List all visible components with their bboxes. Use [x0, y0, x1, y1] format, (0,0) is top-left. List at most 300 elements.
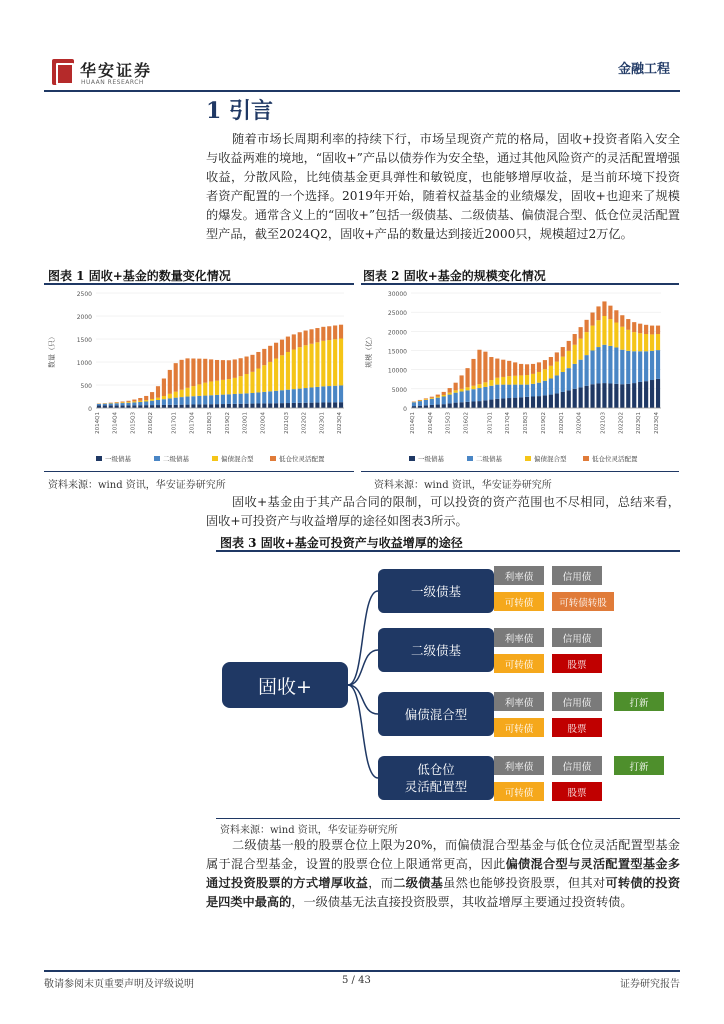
- bar-segment: [448, 388, 452, 393]
- bar-segment: [454, 383, 458, 391]
- bar-segment: [424, 398, 428, 399]
- bar-segment: [221, 404, 225, 408]
- bar-segment: [483, 382, 487, 387]
- bar-segment: [495, 399, 499, 408]
- bar-segment: [292, 389, 296, 403]
- bar-segment: [280, 390, 284, 403]
- bar-segment: [239, 394, 243, 404]
- bar-segment: [180, 360, 184, 390]
- x-tick-label: 2020Q1: [558, 412, 565, 434]
- bar-segment: [614, 310, 618, 322]
- y-axis-label: 数量（只）: [48, 333, 56, 368]
- bar-segment: [442, 404, 446, 408]
- bar-segment: [513, 362, 517, 375]
- legend-swatch: [96, 456, 102, 461]
- bar-segment: [156, 405, 160, 408]
- bar-segment: [174, 363, 178, 392]
- bar-segment: [489, 400, 493, 408]
- bar-segment: [436, 397, 440, 398]
- bar-segment: [239, 404, 243, 408]
- bar-segment: [543, 381, 547, 396]
- bar-segment: [620, 315, 624, 327]
- bar-segment: [333, 386, 337, 403]
- bar-segment: [227, 360, 231, 379]
- legend-label: 二级债基: [163, 455, 189, 463]
- bar-segment: [465, 390, 469, 402]
- bar-segment: [126, 405, 130, 408]
- bar-segment: [227, 379, 231, 394]
- bar-segment: [483, 400, 487, 408]
- bar-segment: [185, 388, 189, 397]
- bar-segment: [579, 339, 583, 360]
- bar-segment: [638, 351, 642, 382]
- bar-segment: [138, 402, 142, 405]
- bar-segment: [626, 384, 630, 408]
- bar-segment: [555, 352, 559, 361]
- bar-segment: [162, 399, 166, 405]
- bar-segment: [585, 355, 589, 386]
- bar-segment: [150, 392, 154, 399]
- bar-segment: [327, 386, 331, 402]
- bar-segment: [239, 358, 243, 376]
- bar-segment: [418, 401, 422, 402]
- bar-segment: [537, 362, 541, 372]
- bar-segment: [138, 401, 142, 402]
- bar-segment: [585, 386, 589, 408]
- bar-segment: [327, 340, 331, 386]
- bar-segment: [138, 398, 142, 401]
- bar-segment: [262, 392, 266, 404]
- bar-segment: [501, 385, 505, 399]
- bar-segment: [209, 381, 213, 395]
- tag-convertible-bond: 可转债: [494, 654, 544, 673]
- bar-segment: [309, 344, 313, 388]
- legend-swatch: [154, 456, 160, 461]
- bar-segment: [471, 401, 475, 408]
- bar-segment: [519, 364, 523, 376]
- bar-segment: [465, 387, 469, 390]
- bar-segment: [280, 403, 284, 408]
- bar-segment: [507, 398, 511, 408]
- figure3-bottom-rule: [216, 818, 680, 819]
- tag-stock: 股票: [552, 718, 602, 737]
- bar-segment: [531, 364, 535, 374]
- bar-segment: [460, 389, 464, 392]
- bar-segment: [602, 345, 606, 383]
- bar-segment: [233, 378, 237, 394]
- bar-segment: [632, 332, 636, 351]
- bar-segment: [321, 327, 325, 341]
- bar-segment: [531, 397, 535, 409]
- tag-convertible-bond: 可转债: [494, 718, 544, 737]
- bar-segment: [573, 334, 577, 345]
- bar-segment: [162, 405, 166, 408]
- bar-segment: [227, 404, 231, 408]
- figure1-bottom-rule: [44, 471, 354, 472]
- bar-segment: [256, 369, 260, 393]
- bar-segment: [132, 400, 136, 402]
- x-tick-label: 2014Q1: [94, 412, 101, 434]
- bar-segment: [292, 350, 296, 390]
- legend-swatch: [409, 456, 415, 461]
- bar-segment: [203, 404, 207, 408]
- bar-segment: [650, 351, 654, 380]
- bar-segment: [489, 386, 493, 400]
- bar-segment: [537, 396, 541, 408]
- bar-segment: [531, 384, 535, 397]
- x-tick-label: 2022Q2: [301, 412, 308, 434]
- bar-segment: [256, 403, 260, 408]
- legend-label: 偏债混合型: [534, 455, 567, 463]
- x-tick-label: 2015Q3: [130, 412, 137, 434]
- y-tick-label: 30000: [387, 291, 407, 298]
- bar-segment: [489, 357, 493, 380]
- category-node-2: 二级债基: [378, 628, 494, 672]
- bar-segment: [268, 362, 272, 391]
- bar-segment: [150, 401, 154, 405]
- p3-bold-3: 可转债的投资是四类中最高的: [206, 876, 681, 909]
- tag-ipo-subscription: 打新: [614, 756, 664, 775]
- x-tick-label: 2014Q4: [112, 412, 119, 434]
- bar-segment: [525, 385, 529, 397]
- bar-segment: [644, 334, 648, 351]
- tag-stock: 股票: [552, 782, 602, 801]
- x-tick-label: 2018Q3: [207, 412, 214, 434]
- bar-segment: [245, 404, 249, 408]
- bar-segment: [156, 400, 160, 405]
- x-tick-label: 2017Q4: [189, 412, 196, 434]
- bar-segment: [579, 327, 583, 339]
- figure2-chart: [361, 285, 679, 470]
- bar-segment: [132, 405, 136, 408]
- bar-segment: [430, 405, 434, 408]
- bar-segment: [477, 350, 481, 385]
- legend-label: 一级债基: [105, 455, 131, 463]
- category-node-4-line1: 低仓位: [417, 762, 455, 777]
- x-tick-label: 2014Q4: [427, 412, 434, 434]
- bar-segment: [121, 403, 125, 405]
- bar-segment: [513, 385, 517, 398]
- bar-segment: [197, 396, 201, 405]
- bar-segment: [174, 392, 178, 398]
- bar-segment: [268, 403, 272, 408]
- bar-segment: [525, 375, 529, 385]
- y-tick-label: 0: [403, 406, 407, 413]
- bar-segment: [203, 359, 207, 383]
- y-tick-label: 15000: [387, 348, 407, 356]
- figure3-title: 图表 3 固收+基金可投资产与收益增厚的途径: [220, 536, 463, 550]
- bar-segment: [495, 359, 499, 378]
- bar-segment: [614, 323, 618, 348]
- bar-segment: [573, 345, 577, 364]
- x-tick-label: 2017Q1: [487, 412, 494, 434]
- bar-segment: [191, 396, 195, 404]
- legend-swatch: [270, 456, 276, 461]
- bar-segment: [495, 385, 499, 399]
- x-tick-label: 2016Q2: [463, 412, 470, 434]
- bar-segment: [418, 400, 422, 401]
- bar-segment: [620, 327, 624, 350]
- x-tick-label: 2023Q4: [337, 412, 344, 434]
- bar-segment: [215, 404, 219, 408]
- section-tag: 金融工程: [617, 62, 670, 77]
- bar-segment: [650, 334, 654, 350]
- bar-segment: [97, 405, 101, 408]
- category-node-1: 一级债基: [378, 569, 494, 613]
- tag-rate-bond: 利率债: [494, 566, 544, 585]
- bar-segment: [418, 401, 422, 406]
- x-tick-label: 2015Q3: [445, 412, 452, 434]
- bar-segment: [567, 390, 571, 408]
- bar-segment: [596, 347, 600, 383]
- bar-segment: [150, 399, 154, 401]
- x-tick-label: 2022Q2: [618, 412, 625, 434]
- bar-segment: [233, 394, 237, 404]
- p3-text-3: 虽然也能够投资股票，但其对: [443, 876, 606, 890]
- bar-segment: [144, 401, 148, 405]
- bar-segment: [304, 403, 308, 408]
- bar-segment: [292, 403, 296, 408]
- bar-segment: [309, 329, 313, 343]
- bar-segment: [339, 402, 343, 408]
- bar-segment: [549, 366, 553, 379]
- bar-segment: [585, 320, 589, 332]
- bar-segment: [121, 405, 125, 408]
- bar-segment: [150, 405, 154, 408]
- bar-segment: [298, 403, 302, 408]
- bar-segment: [203, 383, 207, 396]
- p3-text-4: ，一级债基无法直接投资股票，其收益增厚主要通过投资转债。: [291, 895, 633, 909]
- bar-segment: [436, 398, 440, 405]
- bar-segment: [286, 337, 290, 352]
- bar-segment: [656, 326, 660, 334]
- bar-segment: [174, 405, 178, 408]
- diagram-root-node: 固收+: [222, 662, 348, 708]
- bar-segment: [168, 394, 172, 399]
- bar-segment: [537, 372, 541, 383]
- bar-segment: [477, 384, 481, 388]
- bar-segment: [256, 352, 260, 369]
- bar-segment: [221, 380, 225, 395]
- bar-segment: [543, 369, 547, 381]
- bar-segment: [268, 391, 272, 403]
- bar-segment: [109, 405, 113, 408]
- paragraph-3: [206, 836, 680, 912]
- bar-segment: [650, 380, 654, 408]
- bar-segment: [519, 375, 523, 384]
- tag-credit-bond: 信用债: [552, 692, 602, 711]
- bar-segment: [567, 351, 571, 368]
- bar-segment: [632, 383, 636, 408]
- bar-segment: [144, 396, 148, 400]
- legend-swatch: [212, 456, 218, 461]
- bar-segment: [227, 394, 231, 404]
- bar-segment: [585, 332, 589, 355]
- bar-segment: [614, 384, 618, 408]
- bar-segment: [168, 405, 172, 408]
- bar-segment: [203, 396, 207, 405]
- bar-segment: [460, 402, 464, 408]
- legend-swatch: [583, 456, 589, 461]
- legend-label: 偏债混合型: [221, 455, 254, 463]
- bar-segment: [590, 326, 594, 351]
- legend-label: 低仓位灵活配置: [592, 455, 638, 463]
- bar-segment: [513, 398, 517, 408]
- tag-rate-bond: 利率债: [494, 692, 544, 711]
- bar-segment: [638, 324, 642, 334]
- legend-label: 低仓位灵活配置: [279, 455, 325, 463]
- bar-segment: [555, 393, 559, 408]
- figure2-source: 资料来源：wind 资讯，华安证券研究所: [374, 480, 552, 491]
- bar-segment: [448, 403, 452, 408]
- bar-segment: [321, 341, 325, 387]
- bar-segment: [292, 334, 296, 349]
- bar-segment: [549, 378, 553, 394]
- bar-segment: [121, 402, 125, 403]
- bar-segment: [537, 383, 541, 396]
- bar-segment: [477, 388, 481, 401]
- bar-segment: [321, 402, 325, 408]
- bar-segment: [209, 359, 213, 381]
- bar-segment: [315, 342, 319, 387]
- tag-credit-bond: 信用债: [552, 566, 602, 585]
- x-tick-label: 2017Q1: [171, 412, 178, 434]
- bar-segment: [209, 404, 213, 408]
- bar-segment: [274, 391, 278, 403]
- bar-segment: [221, 360, 225, 380]
- connector-3: [348, 685, 378, 714]
- intro-paragraph: 随着市场长周期利率的持续下行，市场呈现资产荒的格局，固收+投资者陷入安全与收益两难的境地，“固收+”产品以债券作为安全垫，通过其他风险资产的灵活配置增强收益，分散风险，比纯债基金更具弹性和敏锐度，也能够增厚收益，是当前环境下投资者资产配置的一个选择。2019年开始，随着权益基金的业绩爆发，固收+也迎来了规模的爆发。通常含义上的“固收+”包括一级债基、二级债基、偏债混合型、低仓位灵活配置型产品，截至2024Q2，固收+产品的数量达到接近2000只，规模超过2万亿。: [206, 132, 680, 241]
- tag-ipo-subscription: 打新: [614, 692, 664, 711]
- bar-segment: [561, 347, 565, 357]
- bar-segment: [632, 322, 636, 332]
- bar-segment: [315, 387, 319, 403]
- bar-segment: [309, 387, 313, 402]
- figure3-title-rule: [216, 550, 680, 552]
- bar-segment: [138, 405, 142, 408]
- bar-segment: [327, 326, 331, 340]
- bar-segment: [650, 326, 654, 335]
- bar-segment: [626, 319, 630, 330]
- x-tick-label: 2023Q1: [319, 412, 326, 434]
- bar-segment: [561, 372, 565, 392]
- y-tick-label: 1500: [76, 337, 92, 344]
- bar-segment: [644, 325, 648, 334]
- bar-segment: [442, 392, 446, 395]
- bar-segment: [567, 341, 571, 351]
- bar-segment: [495, 378, 499, 385]
- bar-segment: [250, 372, 254, 393]
- bar-segment: [191, 386, 195, 396]
- bar-segment: [174, 398, 178, 405]
- bar-segment: [501, 377, 505, 385]
- bar-segment: [656, 350, 660, 379]
- bar-segment: [513, 376, 517, 385]
- bar-segment: [315, 403, 319, 408]
- bar-segment: [286, 352, 290, 390]
- bar-segment: [168, 370, 172, 394]
- bar-segment: [620, 384, 624, 408]
- bar-segment: [274, 359, 278, 391]
- bar-segment: [561, 392, 565, 408]
- bar-segment: [620, 350, 624, 385]
- bar-segment: [626, 330, 630, 351]
- bar-segment: [180, 405, 184, 408]
- asset-diagram: [220, 555, 680, 815]
- bar-segment: [298, 389, 302, 403]
- p3-bold-2: 二级债基: [393, 876, 444, 890]
- bar-segment: [442, 395, 446, 397]
- x-tick-label: 2020Q1: [242, 412, 249, 434]
- figure1-chart: [44, 285, 354, 470]
- x-tick-label: 2019Q2: [540, 412, 547, 434]
- bar-segment: [454, 403, 458, 408]
- bar-segment: [632, 351, 636, 383]
- bar-segment: [126, 402, 130, 403]
- bar-segment: [448, 395, 452, 404]
- bar-segment: [656, 379, 660, 408]
- y-tick-label: 500: [80, 383, 92, 390]
- paragraph-2: 固收+基金由于其产品合同的限制，可以投资的资产范围也不尽相同，总结来看，固收+可投资产与收益增厚的途径如图表3所示。: [206, 495, 680, 528]
- bar-segment: [180, 397, 184, 405]
- bar-segment: [477, 401, 481, 408]
- bar-segment: [543, 360, 547, 369]
- y-tick-label: 2500: [76, 291, 92, 298]
- bar-segment: [209, 395, 213, 404]
- bar-segment: [245, 374, 249, 393]
- bar-segment: [215, 360, 219, 381]
- bar-segment: [614, 347, 618, 383]
- category-node-4-line2: 灵活配置型: [404, 779, 468, 794]
- bar-segment: [304, 345, 308, 388]
- p3-text-2: ，而: [368, 876, 394, 890]
- bar-segment: [579, 360, 583, 388]
- bar-segment: [424, 400, 428, 405]
- bar-segment: [525, 397, 529, 408]
- bar-segment: [304, 388, 308, 403]
- bar-segment: [109, 403, 113, 405]
- footer-disclaimer: 敬请参阅末页重要声明及评级说明: [44, 979, 194, 990]
- tag-stock: 股票: [552, 654, 602, 673]
- bar-segment: [256, 392, 260, 403]
- section-title: 1 引言: [206, 98, 273, 124]
- bar-segment: [315, 328, 319, 342]
- figure2-title: 图表 2 固收+基金的规模变化情况: [363, 269, 546, 283]
- bar-segment: [644, 381, 648, 408]
- bar-segment: [126, 403, 130, 406]
- category-node-3: 偏债混合型: [378, 692, 494, 736]
- bar-segment: [180, 390, 184, 397]
- bar-segment: [430, 397, 434, 398]
- bar-segment: [97, 404, 101, 406]
- bar-segment: [596, 383, 600, 408]
- bar-segment: [321, 386, 325, 402]
- figure1-title: 图表 1 固收+基金的数量变化情况: [48, 269, 231, 283]
- bar-segment: [573, 364, 577, 389]
- legend-swatch: [467, 456, 473, 461]
- bar-segment: [144, 400, 148, 401]
- bar-segment: [424, 405, 428, 408]
- bar-segment: [460, 375, 464, 388]
- bar-segment: [549, 357, 553, 366]
- bar-segment: [460, 392, 464, 403]
- y-tick-label: 5000: [391, 386, 407, 394]
- bar-segment: [507, 361, 511, 376]
- x-tick-label: 2016Q2: [148, 412, 155, 434]
- bar-segment: [262, 403, 266, 408]
- bar-segment: [602, 316, 606, 345]
- bar-segment: [507, 376, 511, 384]
